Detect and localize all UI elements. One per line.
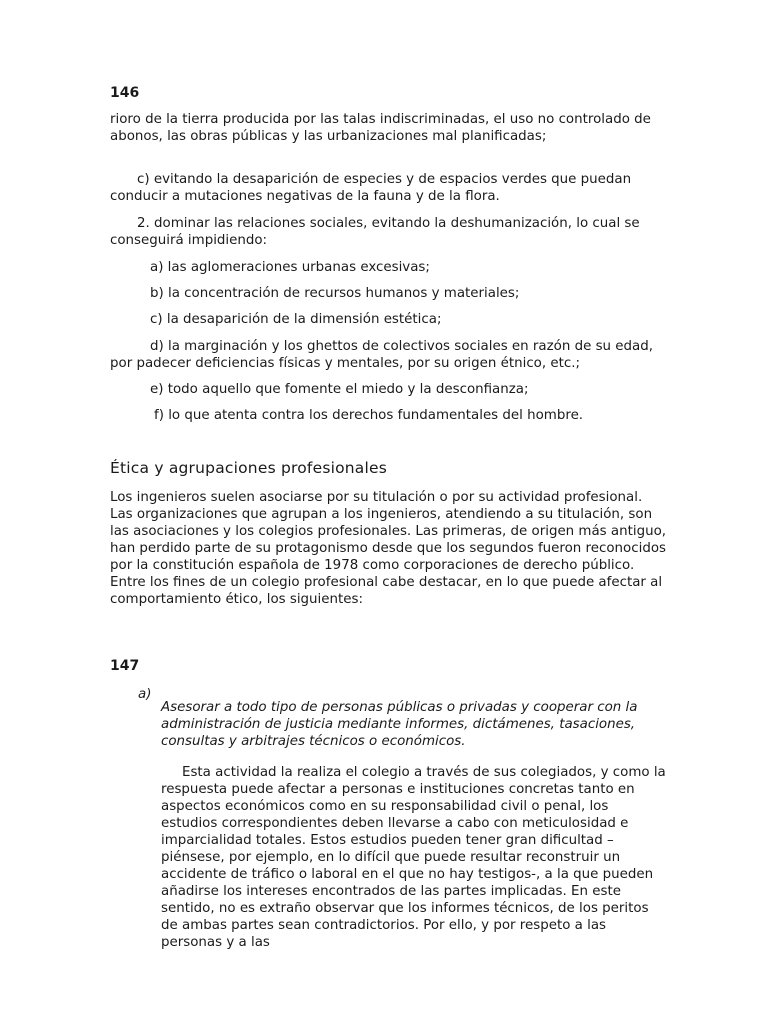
item-e [110, 381, 666, 398]
page-number-147: 147 [110, 658, 140, 674]
list-body [161, 699, 666, 950]
paragraph-text: c) evitando la desaparición de especies y de espacios verdes que puedan conducir a mutaciones negativas de la fauna y de la flora. [110, 172, 632, 204]
section-heading: Ética y agrupaciones profesionales [110, 459, 388, 477]
paragraph-ingenieros [110, 489, 666, 608]
item-c [110, 311, 666, 328]
list-item: d) la marginación y los ghettos de colectivos sociales en razón de su edad, por padecer deficiencias físicas y mentales, por su origen étnico, etc.; [110, 339, 654, 371]
paragraph-text: Los ingenieros suelen asociarse por su titulación o por su actividad profesional. Las organizaciones que agrupan a los ingenieros, atendiendo a su titulación, son las asociaciones y los colegios profesionales. Las primeras, de origen más antiguo, han perdido parte de su protagonismo desde que los segundos fueron reconocidos por la constitución española de 1978 como corporaciones de derecho público. Entre los fines de un colegio profesional cabe destacar, en lo que puede afectar al comportamiento ético, los siguientes: [110, 490, 667, 607]
list-item: c) la desaparición de la dimensión estética; [150, 312, 442, 327]
list-continuation-text: Esta actividad la realiza el colegio a través de sus colegiados, y como la respuesta puede afectar a personas e instituciones concretas tanto en aspectos económicos como en su responsabilidad civil o penal, los estudios correspondientes deben llevarse a cabo con meticulosidad e imparcialidad totales. Estos estudios pueden tener gran dificultad –piénsese, por ejemplo, en lo difícil que puede resultar reconstruir un accidente de tráfico o laboral en el que no hay testigos-, a la que pueden añadirse los intereses encontrados de las partes implicadas. En este sentido, no es extraño observar que los informes técnicos, de los peritos de ambas partes sean contradictorios. Por ello, y por respeto a las personas y a las [161, 764, 666, 950]
paragraph-2 [110, 215, 666, 249]
list-letter: a) [138, 687, 152, 702]
item-d [110, 338, 666, 372]
list-item: a) las aglomeraciones urbanas excesivas; [150, 260, 430, 275]
list-item-a [110, 686, 666, 964]
paragraph-continuation [110, 111, 666, 145]
list-item: f) lo que atenta contra los derechos fundamentales del hombre. [154, 408, 584, 423]
item-b [110, 285, 666, 302]
paragraph-c [110, 171, 666, 205]
list-item: b) la concentración de recursos humanos y materiales; [150, 286, 520, 301]
item-a [110, 259, 666, 276]
list-italic-text: Asesorar a todo tipo de personas públicas o privadas y cooperar con la administración de justicia mediante informes, dictámenes, tasaciones, consultas y arbitrajes técnicos o económicos. [161, 700, 638, 750]
list-item: e) todo aquello que fomente el miedo y la desconfianza; [150, 382, 529, 397]
item-f [110, 407, 666, 424]
paragraph-text: 2. dominar las relaciones sociales, evitando la deshumanización, lo cual se conseguirá impidiendo: [110, 216, 640, 248]
page-number-146: 146 [110, 85, 140, 101]
paragraph-text: rioro de la tierra producida por las talas indiscriminadas, el uso no controlado de abonos, las obras públicas y las urbanizaciones mal planificadas; [110, 112, 651, 144]
